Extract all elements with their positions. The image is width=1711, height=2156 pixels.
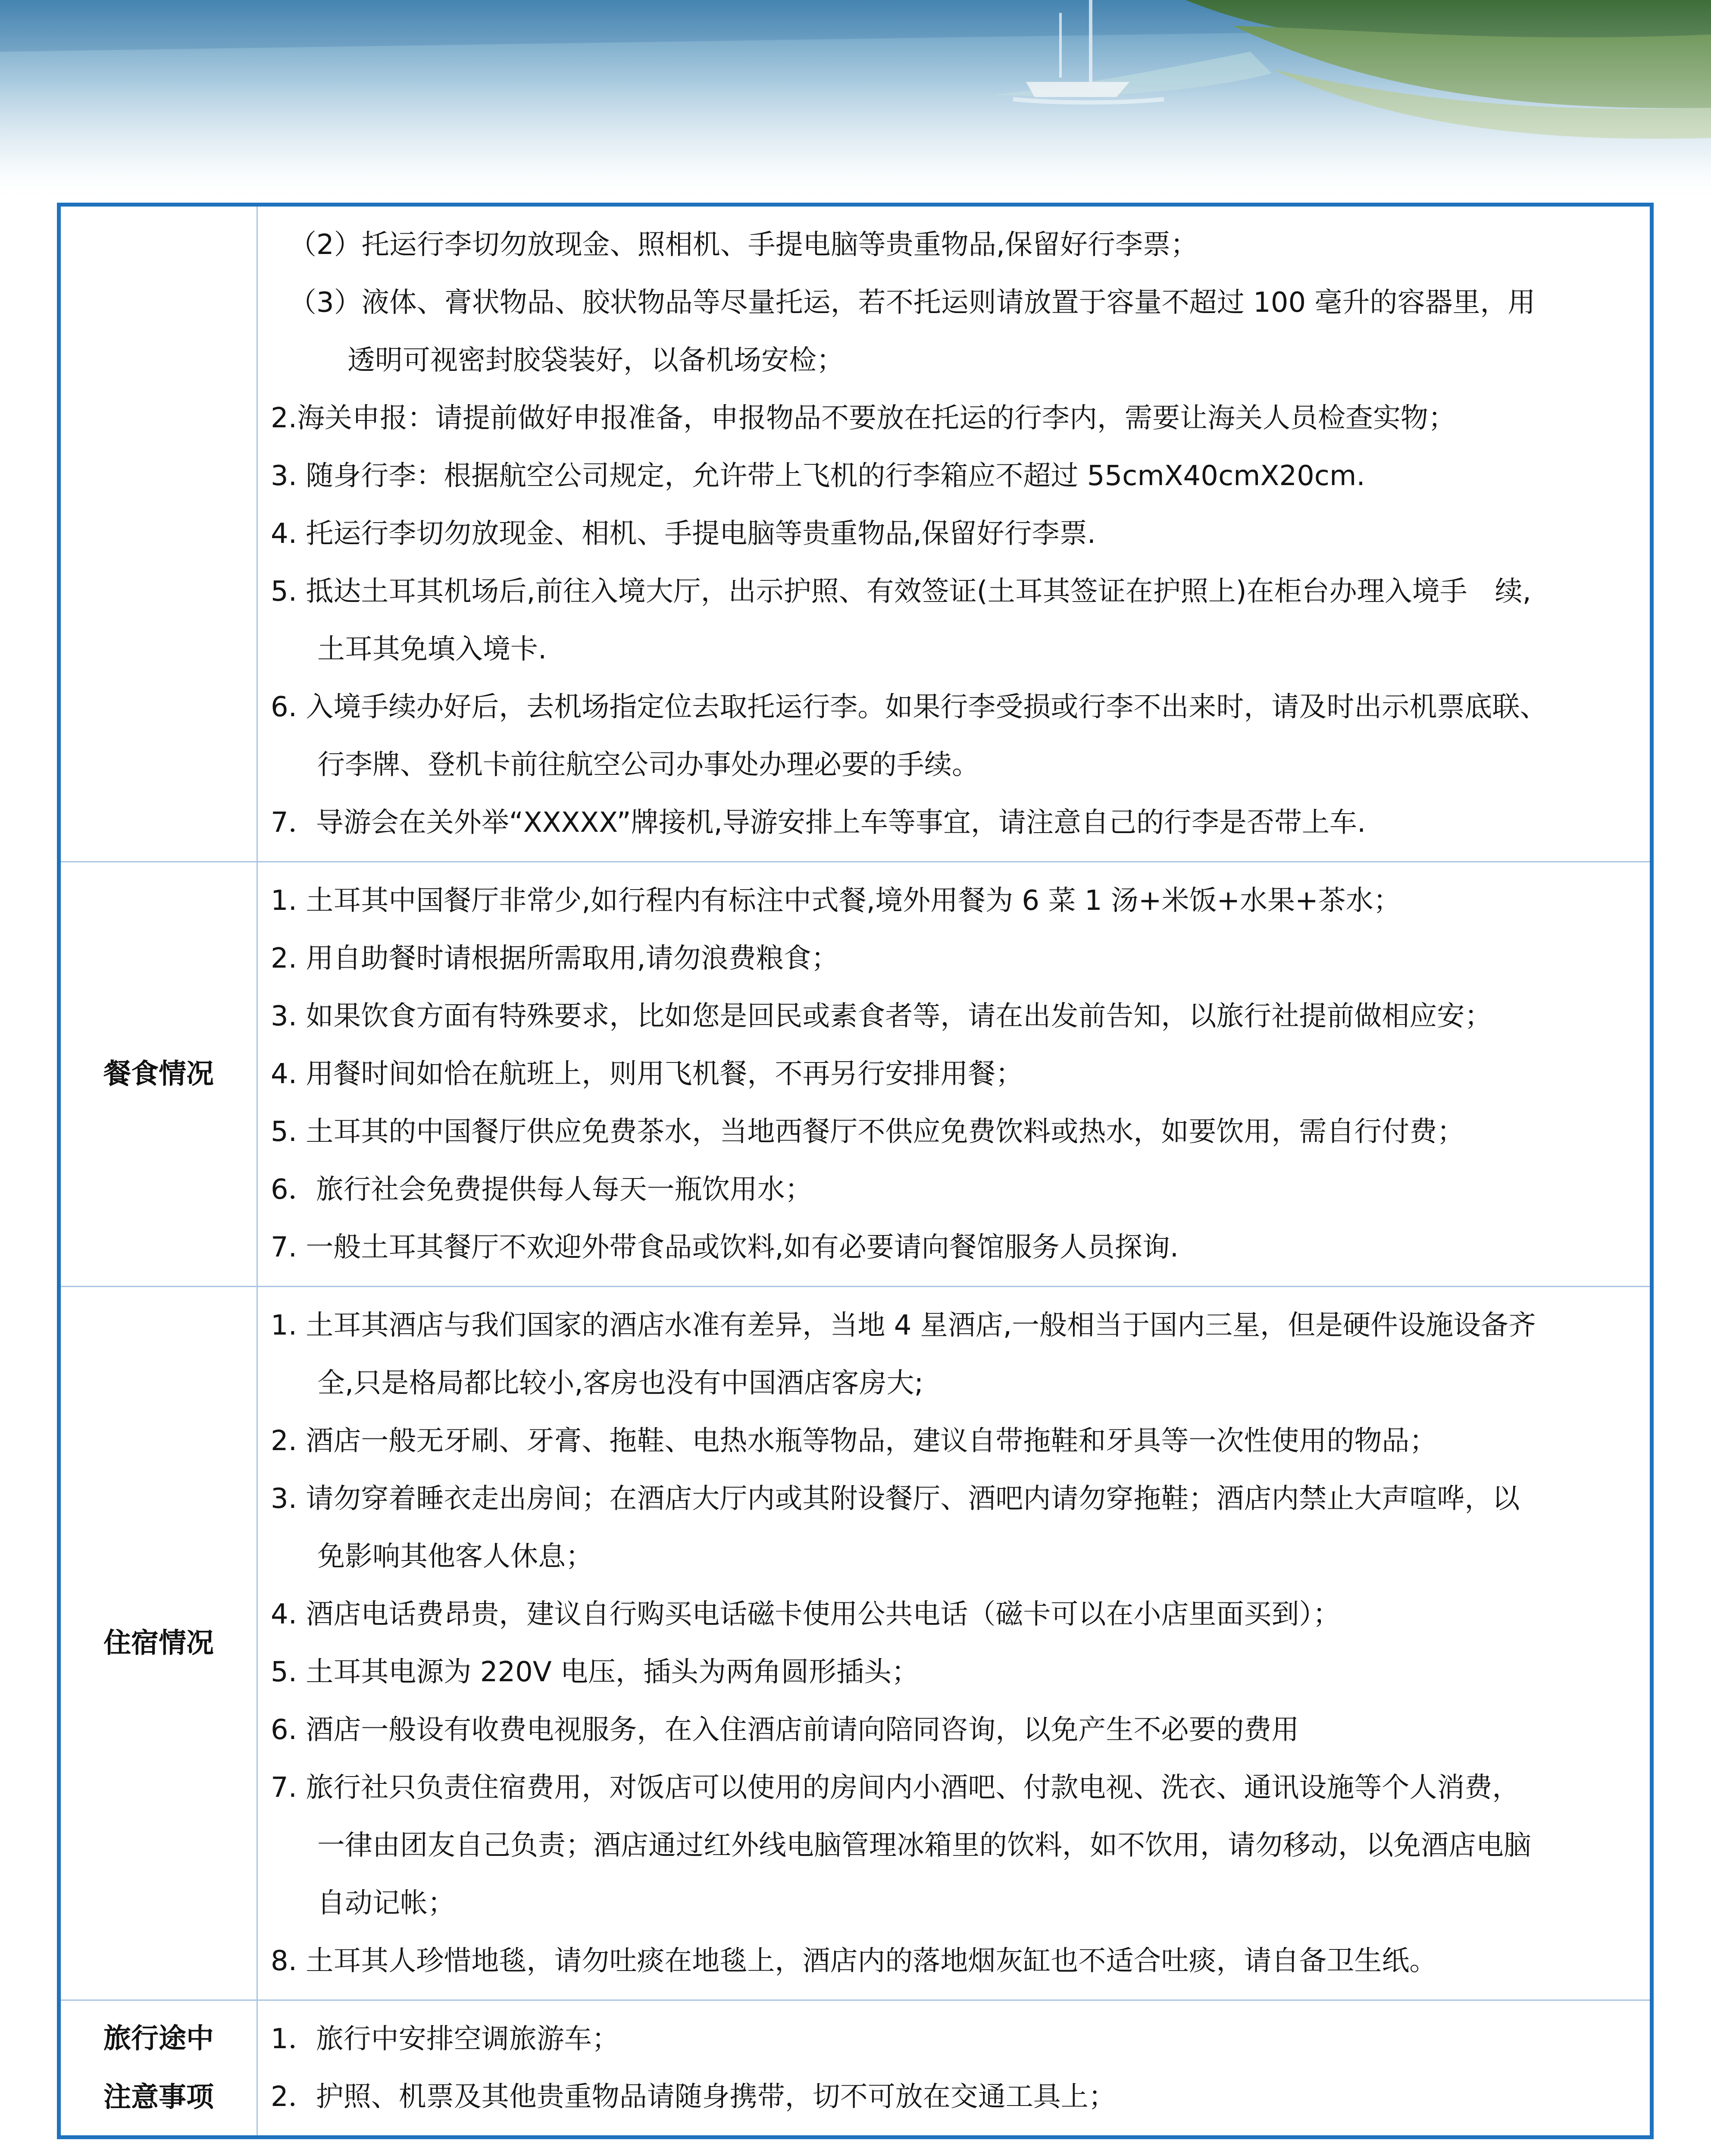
text-line: 6. 酒店一般设有收费电视服务，在入住酒店前请向陪同咨询，以免产生不必要的费用	[271, 1714, 1299, 1746]
section-row-luggage	[59, 205, 1652, 862]
text-line: 1. 土耳其中国餐厅非常少,如行程内有标注中式餐,境外用餐为 6 菜 1 汤+米饭+水果+茶水；	[271, 885, 1401, 917]
section-row-travel-notes	[59, 2000, 1652, 2137]
text-line: 土耳其免填入境卡.	[317, 633, 547, 665]
text-line: 行李牌、登机卡前往航空公司办事处办理必要的手续。	[317, 749, 979, 781]
text-line: 4. 用餐时间如恰在航班上，则用飞机餐，不再另行安排用餐；	[271, 1058, 1023, 1090]
category-label-meals: 餐食情况	[59, 862, 257, 1287]
text-line: 1．旅行中安排空调旅游车；	[271, 2023, 619, 2055]
text-line: 免影响其他客人休息；	[317, 1541, 593, 1573]
section-row-meals	[59, 862, 1652, 1287]
text-line: 透明可视密封胶袋装好，以备机场安检；	[347, 345, 844, 376]
content-cell	[257, 862, 1652, 1287]
content-cell	[257, 2000, 1652, 2137]
text-line: 2. 用自助餐时请根据所需取用,请勿浪费粮食；	[271, 943, 839, 975]
text-line: 一律由团友自己负责；酒店通过红外线电脑管理冰箱里的饮料，如不饮用，请勿移动，以免酒店电脑	[317, 1830, 1531, 1861]
text-line: 5. 抵达土耳其机场后,前往入境大厅，出示护照、有效签证(土耳其签证在护照上)在柜台办理入境手 续,	[271, 576, 1532, 608]
text-line: 3. 如果饮食方面有特殊要求，比如您是回民或素食者等，请在出发前告知，以旅行社提前做相应安；	[271, 1000, 1492, 1032]
text-line: 自动记帐；	[317, 1887, 455, 1919]
text-line: 7．导游会在关外举“XXXXX”牌接机,导游安排上车等事宜，请注意自己的行李是否带上车.	[271, 807, 1366, 839]
category-cell-empty	[59, 205, 257, 862]
info-table	[57, 203, 1654, 2139]
content-cell	[257, 205, 1652, 862]
text-line: （2）托运行李切勿放现金、照相机、手提电脑等贵重物品,保留好行李票；	[289, 229, 1198, 261]
text-line: 2．护照、机票及其他贵重物品请随身携带，切不可放在交通工具上；	[271, 2081, 1116, 2113]
category-label-line: 旅行途中	[103, 2023, 214, 2055]
text-line: 1. 土耳其酒店与我们国家的酒店水准有差异，当地 4 星酒店,一般相当于国内三星，但是硬件设施设备齐	[271, 1310, 1536, 1341]
text-line: 2.海关申报：请提前做好申报准备，申报物品不要放在托运的行李内，需要让海关人员检查实物；	[271, 402, 1456, 434]
text-line: （3）液体、膏状物品、胶状物品等尽量托运，若不托运则请放置于容量不超过 100 毫升的容器里，用	[289, 287, 1536, 319]
content-cell	[257, 1287, 1652, 2000]
text-line: 5. 土耳其电源为 220V 电压，插头为两角圆形插头；	[271, 1656, 920, 1688]
text-line: 7. 旅行社只负责住宿费用，对饭店可以使用的房间内小酒吧、付款电视、洗衣、通讯设施等个人消费，	[271, 1772, 1520, 1804]
text-line: 4. 酒店电话费昂贵，建议自行购买电话磁卡使用公共电话（磁卡可以在小店里面买到）；	[271, 1598, 1341, 1630]
section-row-accommodation	[59, 1287, 1652, 2000]
text-line: 2. 酒店一般无牙刷、牙膏、拖鞋、电热水瓶等物品，建议自带拖鞋和牙具等一次性使用的物品；	[271, 1425, 1437, 1457]
text-line: 8. 土耳其人珍惜地毯，请勿吐痰在地毯上，酒店内的落地烟灰缸也不适合吐痰，请自备卫生纸。	[271, 1945, 1437, 1977]
text-line: 6. 入境手续办好后，去机场指定位去取托运行李。如果行李受损或行李不出来时，请及时出示机票底联、	[271, 691, 1548, 723]
text-line: 全,只是格局都比较小,客房也没有中国酒店客房大;	[317, 1367, 924, 1399]
text-line: 3. 请勿穿着睡衣走出房间；在酒店大厅内或其附设餐厅、酒吧内请勿穿拖鞋；酒店内禁止大声喧哗，以	[271, 1483, 1520, 1515]
category-label-travel-notes	[59, 2000, 257, 2137]
text-line: 5. 土耳其的中国餐厅供应免费茶水，当地西餐厅不供应免费饮料或热水，如要饮用，需自行付费；	[271, 1116, 1465, 1148]
top-banner-photo	[0, 0, 1711, 203]
category-label-accommodation: 住宿情况	[59, 1287, 257, 2000]
text-line: 7. 一般土耳其餐厅不欢迎外带食品或饮料,如有必要请向餐馆服务人员探询.	[271, 1232, 1179, 1263]
bottom-banner-photo	[0, 2147, 1711, 2156]
text-line: 3. 随身行李：根据航空公司规定，允许带上飞机的行李箱应不超过 55cmX40cmX20cm.	[271, 460, 1365, 492]
text-line: 4. 托运行李切勿放现金、相机、手提电脑等贵重物品,保留好行李票.	[271, 518, 1096, 550]
text-line: 6．旅行社会免费提供每人每天一瓶饮用水；	[271, 1174, 813, 1206]
category-label-line: 注意事项	[103, 2081, 214, 2113]
